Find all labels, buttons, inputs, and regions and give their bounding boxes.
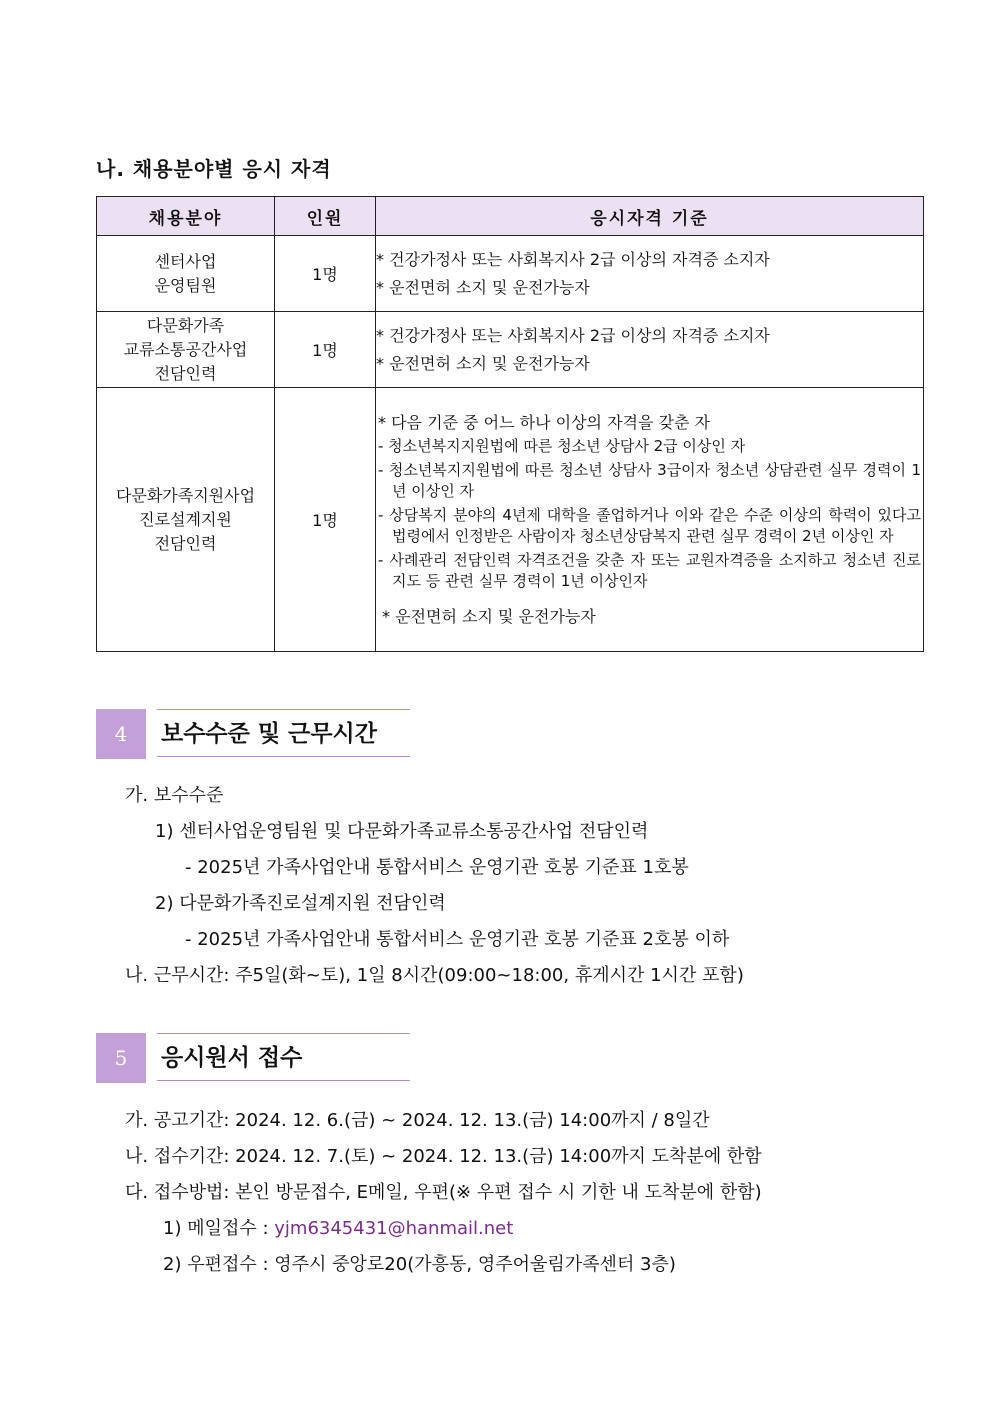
criteria-item: - 청소년복지지원법에 따른 청소년 상담사 2급 이상인 자 — [378, 436, 746, 455]
field-line: 전담인력 — [154, 533, 217, 553]
salary-heading: 가. 보수수준 — [125, 785, 224, 806]
row3-count: 1명 — [275, 388, 376, 652]
salary-item-1: 1) 센터사업운영팀원 및 다문화가족교류소통공간사업 전담인력 — [155, 821, 649, 842]
criteria-line: * 운전면허 소지 및 운전가능자 — [376, 277, 590, 297]
notice-period: 가. 공고기간: 2024. 12. 6.(금) ~ 2024. 12. 13.(금) 14:00까지 / 8일간 — [125, 1110, 710, 1131]
field-line: 다문화가족지원사업 — [115, 485, 256, 505]
criteria-line: * 건강가정사 또는 사회복지사 2급 이상의 자격증 소지자 — [376, 325, 770, 345]
field-line: 다문화가족 — [146, 315, 225, 335]
field-line: 운영팀원 — [154, 275, 217, 295]
salary-item-1-detail: - 2025년 가족사업안내 통합서비스 운영기관 호봉 기준표 1호봉 — [185, 857, 689, 878]
row2-criteria — [376, 312, 924, 388]
table-header-row — [97, 197, 924, 236]
subsection-title: 나. 채용분야별 응시 자격 — [96, 157, 332, 181]
email-submission — [163, 1214, 513, 1240]
row2-count: 1명 — [275, 312, 376, 388]
row1-count: 1명 — [275, 236, 376, 312]
section4-number-badge: 4 — [96, 709, 146, 759]
field-line: 전담인력 — [154, 363, 217, 383]
header-criteria: 응시자격 기준 — [376, 197, 924, 236]
field-line: 센터사업 — [154, 251, 217, 271]
row3-field — [97, 388, 275, 652]
salary-item-2: 2) 다문화가족진로설계지원 전담인력 — [155, 893, 446, 914]
work-hours: 나. 근무시간: 주5일(화~토), 1일 8시간(09:00~18:00, 휴게시간 1시간 포함) — [125, 965, 744, 986]
header-count: 인원 — [275, 197, 376, 236]
table-row — [97, 388, 924, 652]
criteria-head: * 다음 기준 중 어느 하나 이상의 자격을 갖춘 자 — [378, 412, 710, 432]
section4-title: 보수수준 및 근무시간 — [157, 709, 410, 757]
criteria-line: * 건강가정사 또는 사회복지사 2급 이상의 자격증 소지자 — [376, 249, 770, 269]
table-row — [97, 236, 924, 312]
post-submission: 2) 우편접수 : 영주시 중앙로20(가흥동, 영주어울림가족센터 3층) — [163, 1254, 676, 1275]
application-method: 다. 접수방법: 본인 방문접수, E메일, 우편(※ 우편 접수 시 기한 내 도착분에 한함) — [125, 1182, 762, 1203]
criteria-item: - 상담복지 분야의 4년제 대학을 졸업하거나 이와 같은 수준 이상의 학력이 있다고 법령에서 인정받은 사람이자 청소년상담복지 관련 실무 경력이 2년 이상인 자 — [378, 505, 921, 545]
row2-field — [97, 312, 275, 388]
email-label: 1) 메일접수 : — [163, 1218, 275, 1239]
row3-criteria — [376, 388, 924, 652]
header-field: 채용분야 — [97, 197, 275, 236]
salary-item-2-detail: - 2025년 가족사업안내 통합서비스 운영기관 호봉 기준표 2호봉 이하 — [185, 929, 730, 950]
application-period: 나. 접수기간: 2024. 12. 7.(토) ~ 2024. 12. 13.(금) 14:00까지 도착분에 한함 — [125, 1146, 762, 1167]
row1-criteria — [376, 236, 924, 312]
criteria-tail: * 운전면허 소지 및 운전가능자 — [382, 606, 596, 626]
email-link[interactable]: yjm6345431@hanmail.net — [274, 1218, 514, 1239]
section5-title: 응시원서 접수 — [157, 1033, 410, 1081]
table-row — [97, 312, 924, 388]
field-line: 교류소통공간사업 — [123, 339, 248, 359]
row1-field — [97, 236, 275, 312]
criteria-item: - 청소년복지지원법에 따른 청소년 상담사 3급이자 청소년 상담관련 실무 경력이 1년 이상인 자 — [378, 460, 921, 500]
section5-number-badge: 5 — [96, 1033, 146, 1083]
field-line: 진로설계지원 — [139, 509, 232, 529]
qualification-table — [96, 196, 924, 652]
criteria-item: - 사례관리 전담인력 자격조건을 갖춘 자 또는 교원자격증을 소지하고 청소년 진로 지도 등 관련 실무 경력이 1년 이상인자 — [378, 550, 921, 590]
criteria-line: * 운전면허 소지 및 운전가능자 — [376, 353, 590, 373]
